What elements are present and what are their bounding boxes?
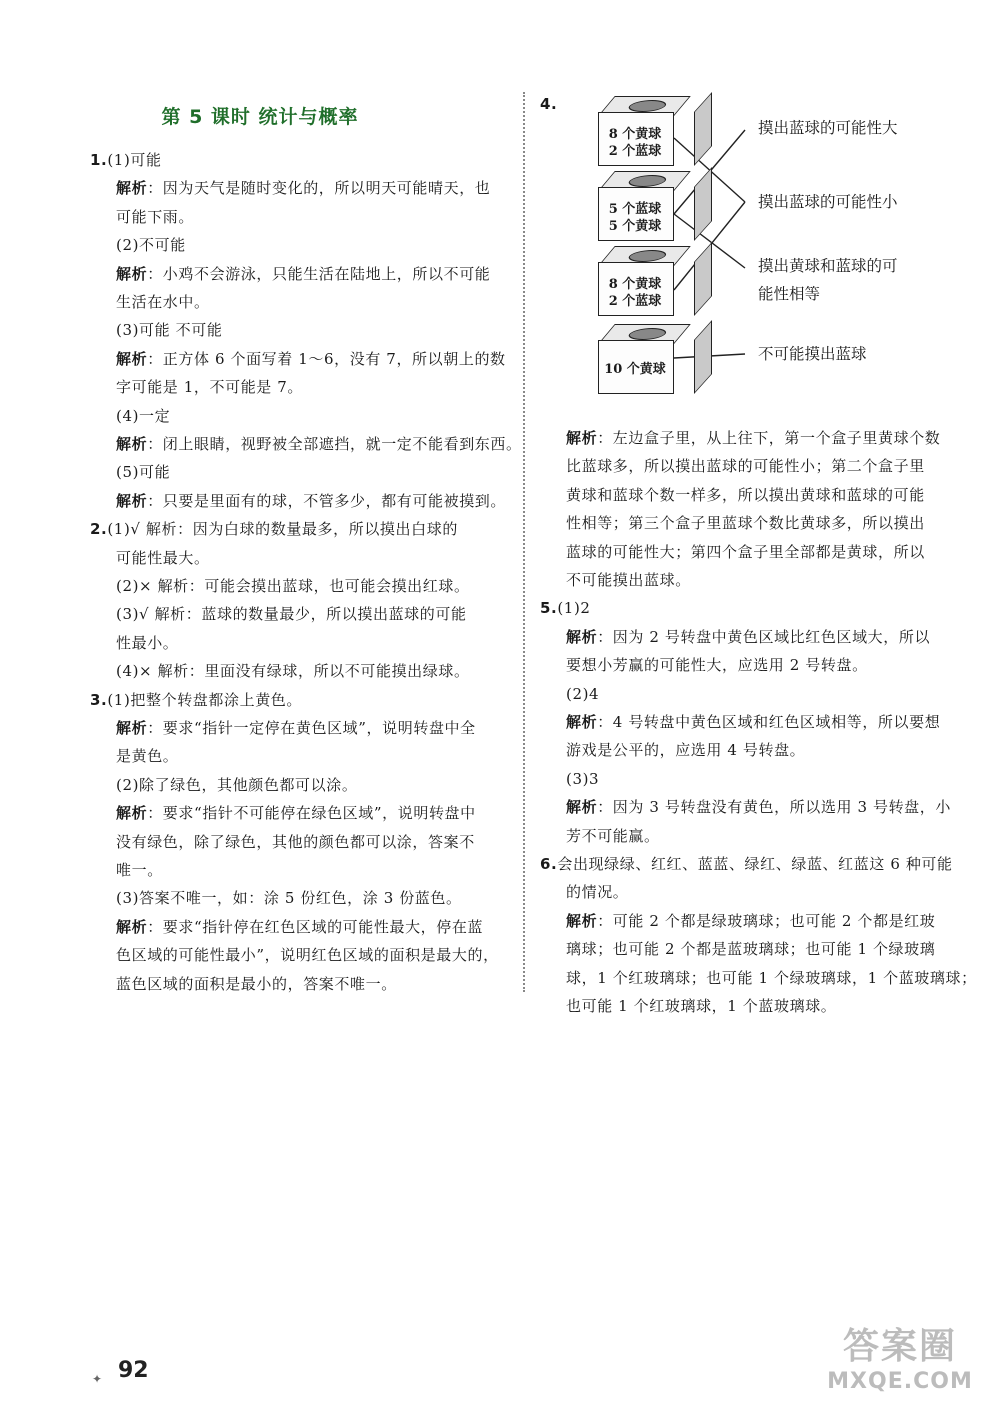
line-text: 蓝色区域的面积是最小的，答案不唯一。 [116, 974, 397, 993]
analysis-label: 解析 [566, 911, 598, 930]
right-line [566, 736, 805, 764]
line-text: 会出现绿绿、红红、蓝蓝、绿红、绿蓝、红蓝这 6 种可能 [557, 855, 953, 873]
line-text: 色区域的可能性最小”，说明红色区域的面积是最大的， [116, 946, 499, 965]
box-label-line: 5 个黄球 [608, 219, 662, 234]
match-label: 不可能摸出蓝球 [758, 345, 867, 363]
watermark-line1: 答案圈 [842, 1326, 957, 1367]
analysis-label: 解析 [566, 713, 598, 731]
line-text: 唯一。 [116, 861, 163, 879]
question-number: 6. [540, 855, 558, 873]
line-text: 球，1 个红玻璃球；也可能 1 个绿玻璃球，1 个蓝玻璃球； [566, 968, 977, 987]
line-text: (2)除了绿色，其他颜色都可以涂。 [116, 775, 358, 794]
ball-box [598, 324, 694, 394]
line-text: 璃球；也可能 2 个都是蓝玻璃球；也可能 1 个绿玻璃 [566, 940, 936, 959]
ball-box [598, 96, 694, 166]
analysis-label: 解析 [116, 917, 148, 936]
right-line [566, 822, 660, 850]
left-line [116, 487, 506, 515]
analysis-label: 解析 [116, 179, 148, 198]
box-hole [624, 100, 670, 112]
line-text: (1)把整个转盘都涂上黄色。 [107, 690, 302, 709]
left-line [90, 515, 458, 543]
left-line [116, 572, 470, 600]
line-text: ：4 号转盘中黄色区域和红色区域相等，所以要想 [597, 713, 941, 731]
line-text: ：因为 3 号转盘没有黄色，所以选用 3 号转盘，小 [597, 798, 951, 817]
right-line [566, 452, 925, 480]
line-text: (2)4 [566, 684, 600, 703]
ball-box [598, 246, 694, 316]
right-line [566, 509, 925, 537]
line-text: ：左边盒子里，从上往下，第一个盒子里黄球个数 [597, 429, 941, 447]
left-line [116, 316, 222, 344]
line-text: (3)答案不唯一，如：涂 5 份红色，涂 3 份蓝色。 [116, 889, 462, 908]
column-divider [523, 92, 525, 992]
right-line [566, 538, 925, 566]
watermark [810, 1318, 990, 1398]
right-line [566, 992, 836, 1020]
ball-box [598, 171, 694, 241]
left-line [116, 458, 170, 486]
box-label-line: 2 个蓝球 [608, 144, 662, 159]
analysis-label: 解析 [116, 435, 148, 453]
left-line [116, 941, 499, 969]
line-text: 字可能是 1，不可能是 7。 [116, 378, 304, 397]
line-text: ：因为 2 号转盘中黄色区域比红色区域大，所以 [597, 627, 931, 646]
right-line [566, 680, 599, 708]
right-line [566, 651, 868, 679]
left-line [116, 544, 210, 572]
left-line [116, 714, 476, 742]
line-text: 芳不可能赢。 [566, 826, 660, 845]
left-line [90, 146, 162, 174]
question-number: 5. [540, 599, 558, 618]
right-line [566, 935, 935, 963]
right-line [566, 793, 951, 821]
line-text: ：要求“指针不可能停在绿色区域”，说明转盘中 [147, 804, 476, 823]
left-line [116, 373, 303, 401]
box-label-line: 8 个黄球 [608, 277, 662, 292]
box-label-line: 5 个蓝球 [608, 202, 662, 217]
box-hole [624, 328, 670, 340]
box-label [602, 201, 668, 235]
line-text: (1)√ 解析：因为白球的数量最多，所以摸出白球的 [107, 520, 458, 539]
analysis-label: 解析 [116, 349, 148, 368]
line-text: 蓝球的可能性大；第四个盒子里全部都是黄球，所以 [566, 542, 925, 561]
left-line [116, 288, 210, 316]
line-text: (4)× 解析：里面没有绿球，所以不可能摸出绿球。 [116, 662, 470, 681]
line-text: (2)× 解析：可能会摸出蓝球，也可能会摸出红球。 [116, 577, 470, 595]
analysis-label: 解析 [566, 798, 598, 817]
line-text: (3)可能 不可能 [116, 321, 223, 340]
line-text: ：闭上眼睛，视野被全部遮挡，就一定不能看到东西。 [147, 435, 522, 453]
right-line [566, 964, 977, 992]
line-text: (3)√ 解析：蓝球的数量最少，所以摸出蓝球的可能 [116, 605, 467, 624]
box-label [602, 361, 668, 378]
line-text: 的情况。 [566, 883, 629, 902]
box-hole [624, 250, 670, 262]
line-text: 是黄色。 [116, 747, 179, 766]
right-line [566, 566, 691, 594]
line-text: (1)可能 [107, 151, 162, 169]
left-line [116, 174, 490, 202]
line-text: (2)不可能 [116, 236, 186, 255]
analysis-label: 解析 [116, 804, 148, 823]
right-line [566, 481, 925, 509]
match-label: 摸出蓝球的可能性小 [758, 193, 898, 211]
left-line [116, 231, 186, 259]
left-line [116, 203, 194, 231]
line-text: ：要求“指针一定停在黄色区域”，说明转盘中全 [147, 719, 476, 737]
question-number: 3. [90, 690, 108, 709]
left-line [116, 884, 462, 912]
box-label-line: 10 个黄球 [604, 362, 666, 377]
line-text: 性相等；第三个盒子里蓝球个数比黄球多，所以摸出 [566, 514, 925, 533]
line-text: 可能性最大。 [116, 548, 210, 567]
analysis-label: 解析 [566, 627, 598, 646]
left-line [116, 828, 475, 856]
left-line [116, 600, 467, 628]
line-text: 没有绿色，除了绿色，其他的颜色都可以涂，答案不 [116, 832, 475, 851]
left-line [116, 345, 506, 373]
line-text: 要想小芳赢的可能性大，应选用 2 号转盘。 [566, 656, 868, 675]
line-text: 游戏是公平的，应选用 4 号转盘。 [566, 741, 806, 760]
question-number: 2. [90, 520, 108, 539]
left-line [116, 430, 522, 458]
analysis-label: 解析 [566, 429, 598, 447]
left-line [116, 970, 397, 998]
right-line [566, 424, 940, 452]
left-line [90, 686, 302, 714]
analysis-label: 解析 [116, 264, 148, 283]
box-label [602, 126, 668, 160]
line-text: 比蓝球多，所以摸出蓝球的可能性小；第二个盒子里 [566, 457, 925, 476]
left-line [116, 913, 483, 941]
line-text: 可能下雨。 [116, 207, 195, 226]
left-line [116, 856, 163, 884]
question-4-number: 4. [540, 95, 558, 113]
line-text: ：可能 2 个都是绿玻璃球；也可能 2 个都是红玻 [597, 911, 936, 930]
line-text: (1)2 [557, 599, 591, 618]
left-line [116, 742, 178, 770]
left-line [116, 629, 178, 657]
line-text: ：正方体 6 个面写着 1～6，没有 7，所以朝上的数 [147, 349, 506, 368]
box-label-line: 2 个蓝球 [608, 294, 662, 309]
left-line [116, 402, 170, 430]
line-text: (3)3 [566, 769, 600, 788]
line-text: ：因为天气是随时变化的，所以明天可能晴天，也 [147, 179, 491, 198]
line-text: ：小鸡不会游泳，只能生活在陆地上，所以不可能 [147, 264, 491, 283]
line-text: ：只要是里面有的球，不管多少，都有可能被摸到。 [147, 491, 507, 510]
line-text: 不可能摸出蓝球。 [566, 571, 691, 589]
left-line [116, 771, 357, 799]
line-text: 生活在水中。 [116, 293, 210, 311]
line-text: (4)一定 [116, 406, 171, 425]
page-title: 第 5 课时 统计与概率 [161, 106, 359, 128]
line-text: ：要求“指针停在红色区域的可能性最大，停在蓝 [147, 917, 484, 936]
right-line [566, 708, 940, 736]
line-text: (5)可能 [116, 463, 171, 482]
right-line [566, 623, 930, 651]
watermark-line2: MXQE.COM [827, 1369, 973, 1394]
match-label: 摸出黄球和蓝球的可 [758, 257, 898, 275]
left-line [116, 799, 476, 827]
right-line [566, 765, 599, 793]
box-label-line: 8 个黄球 [608, 127, 662, 142]
line-text: 性最小。 [116, 633, 179, 652]
line-text: 也可能 1 个红玻璃球，1 个蓝玻璃球。 [566, 997, 837, 1015]
right-line [540, 850, 953, 878]
analysis-label: 解析 [116, 491, 148, 510]
left-line [116, 260, 490, 288]
right-line [566, 907, 935, 935]
right-line [540, 594, 591, 622]
question-number: 1. [90, 151, 108, 169]
left-line [116, 657, 470, 685]
analysis-label: 解析 [116, 719, 148, 737]
corner-mark: ✦ [92, 1372, 103, 1386]
line-text: 黄球和蓝球个数一样多，所以摸出黄球和蓝球的可能 [566, 485, 925, 504]
match-label: 摸出蓝球的可能性大 [758, 119, 898, 137]
box-label [602, 276, 668, 310]
match-label: 能性相等 [758, 285, 821, 303]
right-line [566, 878, 628, 906]
box-hole [624, 175, 670, 187]
page-number: 92 [118, 1358, 149, 1383]
